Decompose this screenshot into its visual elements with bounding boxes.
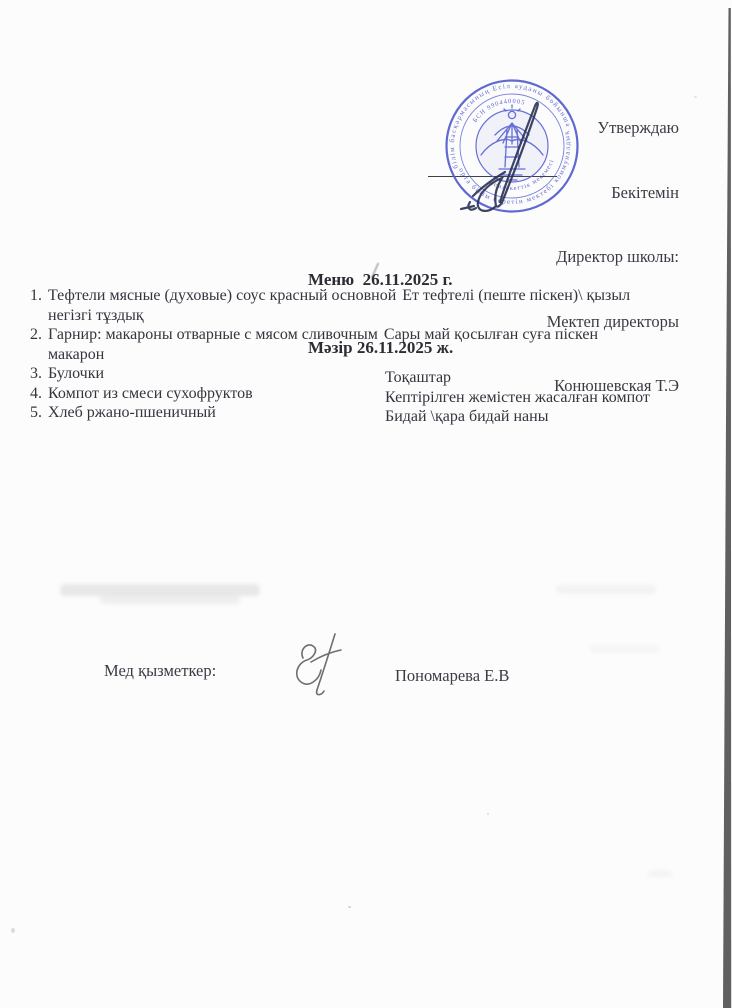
approval-line-director-kk: Мектеп директоры [546,311,679,331]
stamp-ring-text-bottom: орта білім беретін мектебі коммуналдық [457,129,573,207]
menu-item-text-kk: Сары май қосылған суға піскен макарон [48,326,599,363]
menu-item-number: 1. [30,287,42,304]
scan-speck [487,813,489,815]
scan-smudge [556,585,656,594]
stamp-inner-text-bottom: мемлекеттік мекемесі [487,158,556,193]
scan-speck [694,96,697,98]
menu-item-number: 2. [30,326,42,343]
scan-smudge [100,596,240,604]
menu-item-text [48,325,648,364]
med-worker-label: Мед қызметкер: [104,661,217,680]
scan-smudge [648,870,672,877]
menu-item-number: 5. [30,404,42,421]
menu-item-number: 4. [30,384,42,402]
stamp-ring-text-top: білім басқармасының Есіл ауданы бойынша [447,81,573,170]
approval-line-utverzhdayu: Утверждаю [597,118,679,137]
approval-director-name: Конюшевская Т.Э [554,376,679,395]
menu-title-kk: Мәзір 26.11.2025 ж. [308,337,454,357]
director-signature-icon [445,90,555,220]
menu-item-text-kk: Тоқаштар [385,369,452,386]
menu-title-ru: Меню 26.11.2025 г. [308,270,453,289]
scan-smudge [590,645,660,653]
menu-item-text-kk: Бидай \қара бидай наны [385,408,549,425]
menu-item-text [48,286,648,325]
menu-list [30,286,705,423]
menu-item-text-ru: Булочки [48,365,105,382]
menu-item-2 [30,325,705,364]
approval-line-director-ru: Директор школы: [556,247,679,266]
scan-speck [11,928,15,933]
med-worker-name: Пономарева Е.В [395,666,510,685]
menu-item-text-ru: Тефтели мясные (духовые) соус красный основной [48,287,397,304]
menu-item-text-ru: Компот из смеси сухофруктов [48,384,253,402]
menu-item-text-kk: Кептірілген жемістен жасалған компот [385,388,650,406]
menu-item-1 [30,286,705,325]
stamp-inner-text-top: БСН 990440005 [471,97,527,124]
menu-item-3 [30,364,705,384]
scan-edge-artifact [720,0,732,1008]
scan-smudge [60,584,260,596]
menu-item-text-kk: Ет тефтелі (пеште піскен)\ қызыл негізгі тұздық [48,287,631,324]
menu-item-text-ru: Хлеб ржано-пшеничный [48,404,216,421]
menu-item-number: 3. [30,365,42,382]
med-worker-signature-icon [283,628,353,698]
scan-speck [348,906,351,908]
menu-item-text-ru: Гарнир: макароны отварные с мясом сливочным [48,326,378,343]
approval-line-bekitemin: Бекітемін [611,182,679,202]
